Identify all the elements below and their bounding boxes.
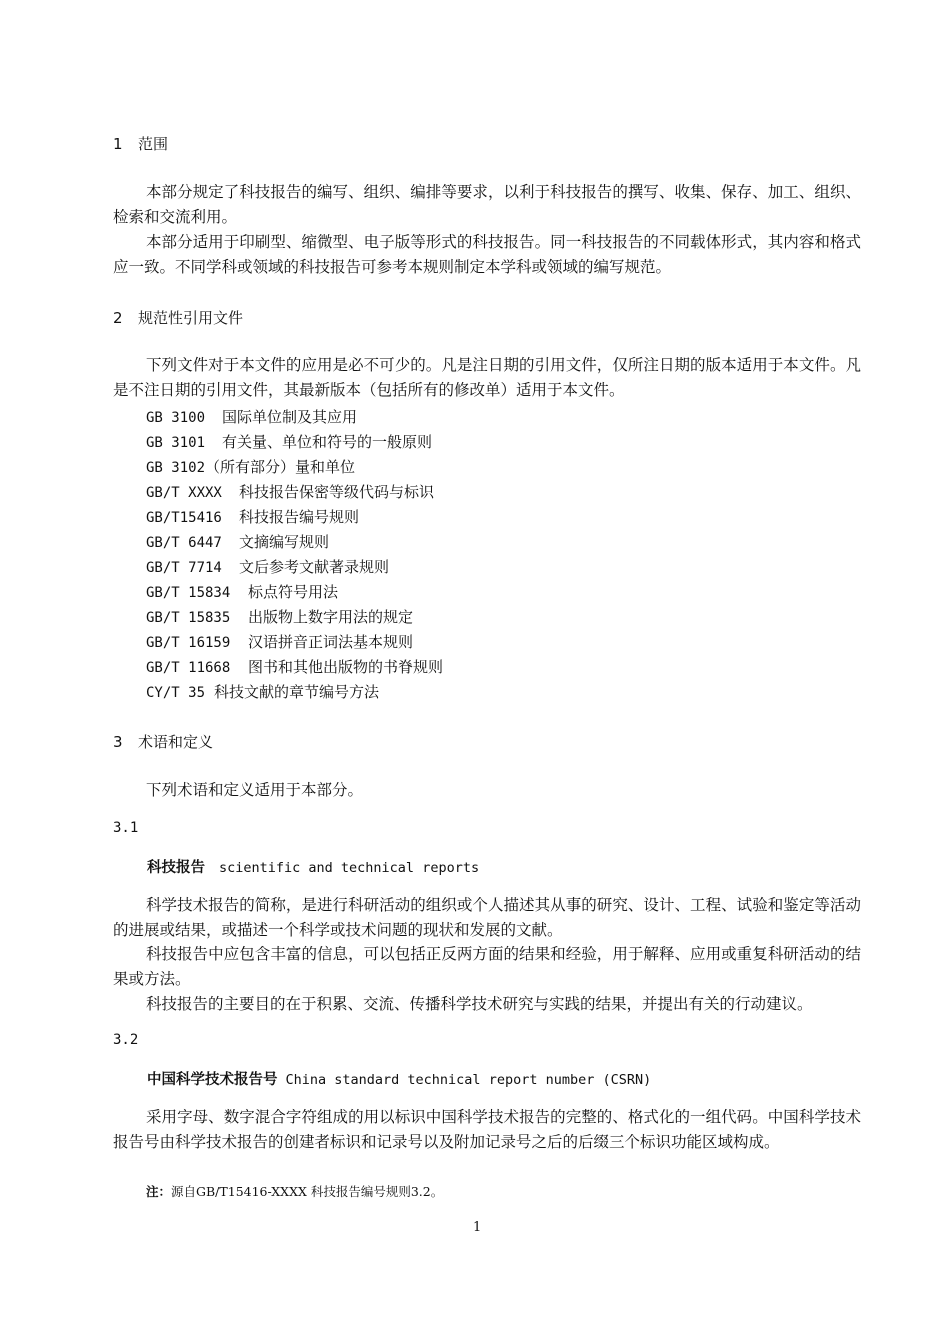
reference-code: GB 3100 (146, 410, 206, 426)
reference-item (146, 606, 413, 627)
reference-item (146, 481, 434, 502)
section-1-heading (113, 133, 168, 154)
reference-code: GB/T 11668 (146, 660, 231, 676)
term-en: scientific and technical reports (219, 860, 480, 876)
section-title: 范围 (138, 135, 169, 153)
reference-item (146, 656, 443, 677)
clause-number: 3.2 (113, 1032, 139, 1048)
note (146, 1182, 443, 1200)
reference-title: 文后参考文献著录规则 (239, 558, 390, 576)
note-text: 源自GB/T15416-XXXX 科技报告编号规则3.2。 (171, 1184, 444, 1199)
reference-title: 科技报告编号规则 (239, 508, 360, 526)
reference-title: 有关量、单位和符号的一般原则 (222, 433, 433, 451)
term-zh: 中国科学技术报告号 (147, 1072, 278, 1088)
reference-code: GB 3101 (146, 435, 206, 451)
reference-title: 汉语拼音正词法基本规则 (248, 633, 414, 651)
reference-code: GB/T 15835 (146, 610, 231, 626)
paragraph: 下列术语和定义适用于本部分。 (146, 781, 364, 799)
reference-item (146, 431, 432, 452)
reference-title: 科技文献的章节编号方法 (214, 683, 380, 701)
reference-code: GB/T 15834 (146, 585, 231, 601)
paragraph: 科学技术报告的简称，是进行科研活动的组织或个人描述其从事的研究、设计、工程、试验和鉴定等活动的进展或结果，或描述一个科学或技术问题的现状和发展的文献。 (113, 896, 861, 939)
reference-code: GB/T XXXX (146, 485, 222, 501)
reference-code: CY/T 35 (146, 685, 206, 701)
section-number: 1 (113, 135, 123, 153)
reference-title: 出版物上数字用法的规定 (248, 608, 414, 626)
reference-code: GB/T15416 (146, 510, 222, 526)
paragraph: 下列文件对于本文件的应用是必不可少的。凡是注日期的引用文件，仅所注日期的版本适用于本文件。凡是不注日期的引用文件，其最新版本（包括所有的修改单）适用于本文件。 (113, 356, 861, 399)
reference-title: 图书和其他出版物的书脊规则 (248, 658, 444, 676)
section-2-heading (113, 307, 243, 328)
reference-item (146, 406, 357, 427)
paragraph: 采用字母、数字混合字符组成的用以标识中国科学技术报告的完整的、格式化的一组代码。中国科学技术报告号由科学技术报告的创建者标识和记录号以及附加记录号之后的后缀三个标识功能区域构成。 (113, 1108, 861, 1151)
note-label: 注： (146, 1184, 172, 1199)
section-title: 规范性引用文件 (138, 309, 244, 327)
reference-item (146, 581, 338, 602)
page-number: 1 (473, 1220, 482, 1235)
reference-item (146, 456, 355, 477)
reference-title: 标点符号用法 (248, 583, 339, 601)
section-title: 术语和定义 (138, 733, 214, 751)
term-zh: 科技报告 (147, 860, 205, 876)
term-heading (147, 856, 479, 877)
section-number: 2 (113, 309, 123, 327)
clause-number: 3.1 (113, 820, 139, 836)
paragraph: 科技报告中应包含丰富的信息，可以包括正反两方面的结果和经验，用于解释、应用或重复科研活动的结果或方法。 (113, 945, 861, 988)
reference-item (146, 506, 359, 527)
paragraph: 本部分适用于印刷型、缩微型、电子版等形式的科技报告。同一科技报告的不同载体形式，其内容和格式应一致。不同学科或领域的科技报告可参考本规则制定本学科或领域的编写规范。 (113, 233, 861, 276)
reference-item (146, 631, 413, 652)
reference-title: 文摘编写规则 (239, 533, 330, 551)
reference-code: GB/T 7714 (146, 560, 222, 576)
term-en: China standard technical report number (CSRN) (285, 1072, 652, 1088)
paragraph: 科技报告的主要目的在于积累、交流、传播科学技术研究与实践的结果，并提出有关的行动建议。 (146, 995, 813, 1013)
section-3-heading (113, 731, 213, 752)
reference-code: GB 3102 (146, 460, 206, 476)
term-heading (147, 1068, 651, 1089)
reference-code: GB/T 6447 (146, 535, 222, 551)
reference-title: 国际单位制及其应用 (222, 408, 358, 426)
reference-title: 科技报告保密等级代码与标识 (239, 483, 435, 501)
section-number: 3 (113, 733, 123, 751)
reference-item (146, 531, 329, 552)
reference-code: GB/T 16159 (146, 635, 231, 651)
reference-title: （所有部分）量和单位 (205, 458, 356, 476)
reference-item (146, 681, 379, 702)
reference-item (146, 556, 389, 577)
paragraph: 本部分规定了科技报告的编写、组织、编排等要求，以利于科技报告的撰写、收集、保存、加工、组织、检索和交流利用。 (113, 183, 861, 226)
